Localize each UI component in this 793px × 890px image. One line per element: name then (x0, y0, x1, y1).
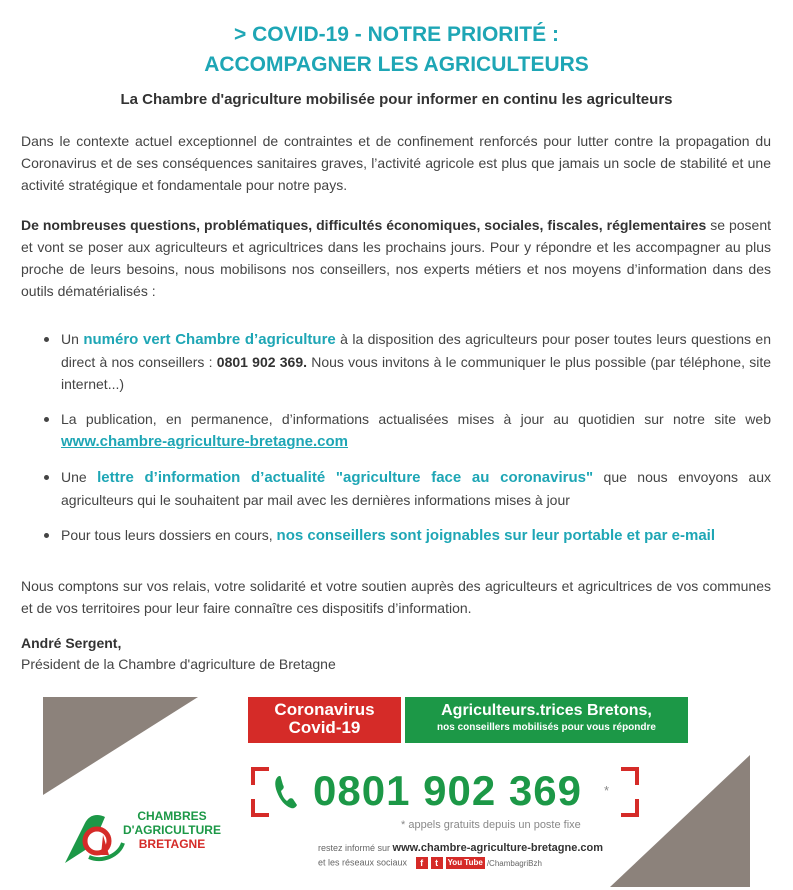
signature-role: Président de la Chambre d'agriculture de Bretagne (21, 656, 336, 672)
list-text: que nous envoyons aux agriculteurs qui le souhaitent par mail avec les dernières informations mises à jour (61, 469, 772, 508)
phone-number-inline: 0801 902 369. (216, 354, 307, 370)
social-text: et les réseaux sociaux (318, 857, 408, 868)
social-line (318, 857, 542, 869)
questions-bold: De nombreuses questions, problématiques, difficultés économiques, sociales, fiscales, réglementaires (21, 217, 707, 233)
social-handle: /ChambagriBzh (486, 858, 542, 868)
stay-informed-line (318, 842, 603, 854)
banner-website-link[interactable]: www.chambre-agriculture-bretagne.com (392, 842, 604, 854)
list-text: Un (61, 331, 84, 347)
newsletter-highlight: lettre d’information d’actualité "agriculture face au coronavirus" (97, 469, 594, 486)
list-text: à la disposition des agriculteurs pour poser toutes leurs questions en direct à nos conseillers : (61, 331, 771, 370)
page-subtitle: La Chambre d'agriculture mobilisée pour informer en continu les agriculteurs (120, 91, 673, 108)
bracket-decoration (251, 767, 269, 785)
free-call-note: * appels gratuits depuis un poste fixe (401, 819, 581, 831)
list-item-newsletter (21, 466, 771, 511)
social-icons (416, 857, 542, 869)
youtube-icon[interactable]: You Tube (447, 858, 483, 867)
list-text: Nous vous invitons à le communiquer le plus possible (par téléphone, site internet...) (61, 354, 772, 392)
bracket-decoration (251, 799, 269, 817)
bracket-decoration (621, 799, 639, 817)
logo-wordmark (123, 809, 221, 851)
list-text: La publication, en permanence, d’informations actualisées mises à jour au quotidien sur notre site web (61, 411, 771, 427)
green-number-highlight: numéro vert Chambre d’agriculture (83, 331, 336, 348)
coronavirus-badge (248, 697, 401, 743)
signature-name: André Sergent, (21, 635, 122, 651)
list-item-advisors (21, 524, 771, 547)
logo-line-2: D'AGRICULTURE (123, 823, 221, 837)
page-title (0, 20, 793, 80)
advisors-highlight: nos conseillers sont joignables sur leur portable et par e-mail (276, 527, 715, 544)
questions-text: se posent et vont se poser aux agriculteurs et agricultrices dans les prochains jours. Pour y répondre et les accompagner au plus proche de leurs besoins, nous mobilisons nos conseillers, nos experts métiers et nos moyens d’information dans des outils dématérialisés : (21, 217, 771, 299)
facebook-icon[interactable]: f (416, 857, 428, 869)
twitter-icon[interactable]: t (431, 857, 443, 869)
questions-paragraph (21, 214, 771, 302)
farmers-badge (405, 697, 688, 743)
logo-line-3: BRETAGNE (138, 837, 206, 851)
phone-icon (271, 772, 301, 812)
farmers-badge-title: Agriculteurs.trices Bretons, (441, 702, 652, 719)
asterisk-mark: * (604, 783, 610, 798)
support-list (21, 328, 771, 560)
closing-paragraph: Nous comptons sur vos relais, votre solidarité et votre soutien auprès des agriculteurs et agricultrices de vos communes et de vos territoires pour leur faire connaître ces dispositifs d’information. (21, 578, 771, 616)
logo-line-1: CHAMBRES (137, 809, 207, 823)
website-link[interactable]: www.chambre-agriculture-bretagne.com (61, 433, 349, 450)
hotline-number[interactable]: 0801 902 369 (313, 767, 582, 814)
intro-paragraph: Dans le contexte actuel exceptionnel de contraintes et de confinement renforcés pour lutter contre la propagation du Coronavirus et de ses conséquences sanitaires graves, l’activité agricole est plus que jamais un socle de stabilité et une activité stratégique et fondamentale pour notre pays. (21, 133, 771, 193)
list-item-green-number (21, 328, 771, 395)
farmers-badge-subtitle: nos conseillers mobilisés pour vous répondre (437, 722, 656, 733)
list-text: Pour tous leurs dossiers en cours, (61, 527, 277, 543)
list-item-website (21, 408, 771, 453)
stay-informed-text: restez informé sur (318, 843, 393, 853)
title-line-2: ACCOMPAGNER LES AGRICULTEURS (204, 53, 589, 76)
hotline-banner[interactable] (43, 697, 750, 887)
bracket-decoration (621, 767, 639, 785)
title-line-1: > COVID-19 - NOTRE PRIORITÉ : (234, 23, 559, 46)
list-text: Une (61, 469, 98, 485)
badge-line-1: Coronavirus (274, 700, 375, 719)
decorative-triangle-left (43, 697, 198, 795)
badge-line-2: Covid-19 (288, 718, 361, 737)
